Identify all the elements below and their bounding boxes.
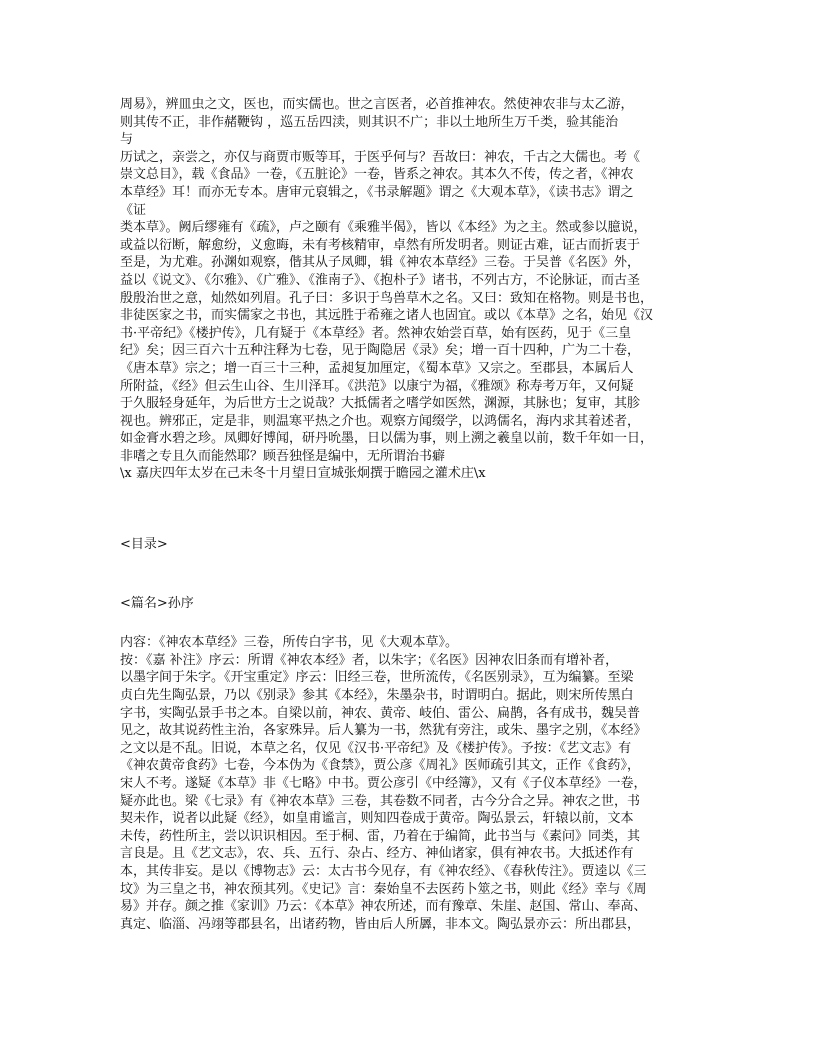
text-line: 内容：《神农本草经》三卷，所传白字书，见《大观本草》。	[120, 635, 459, 651]
text-line: 言良是。且《艺文志》，农、兵、五行、杂占、经方、神仙诸家，俱有神农书。大抵述作有	[120, 846, 634, 862]
text-line: 或益以衍断，解愈纷，义愈晦，未有考核精审，卓然有所发明者。则证古难，证古而折衷于	[120, 237, 641, 253]
text-line: 按：《嘉 补注》序云：所谓《神农本经》者，以朱字；《名医》因神农旧条而有增补者，	[120, 652, 619, 668]
text-line: 书·平帝纪》《楼护传》，几有疑于《本草经》者。然神农始尝百草，始有医药，见于《三皇	[120, 325, 632, 341]
text-line: 所附益，《经》但云生山谷、生川泽耳。《洪范》以康宁为福，《雅颂》称寿考万年，又何疑	[120, 378, 634, 394]
text-line: 以墨字间于朱字。《开宝重定》序云：旧经三卷，世所流传，《名医别录》，互为编纂。至梁	[120, 670, 634, 686]
text-line: 宋人不考。遂疑《本草》非《七略》中书。贾公彦引《中经簿》，又有《子仪本草经》一卷，	[120, 776, 647, 791]
preface-signature: \x 嘉庆四年太岁在己未冬十月望日宣城张炯撰于瞻园之灌术庄\x	[120, 466, 486, 482]
text-line: 《证	[120, 202, 147, 218]
text-line: 《唐本草》宗之；增一百三十三种，孟昶复加厘定，《蜀本草》又宗之。至郡县，本属后人	[120, 360, 634, 376]
text-line: 殷殷治世之意，灿然如列眉。孔子曰：多识于鸟兽草木之名。又曰：致知在格物。则是书也，	[120, 290, 654, 306]
text-line: 本草经》耳！而亦无专本。唐审元裒辑之，《书录解题》谓之《大观本草》，《读书志》谓之	[120, 184, 634, 200]
document-page	[120, 96, 700, 933]
text-line: 真定、临淄、冯翊等郡县名，出诸药物，皆由后人所羼，非本文。陶弘景亦云：所出郡县，	[120, 916, 641, 932]
text-line: 历试之，亲尝之，亦仅与商贾市贩等耳，于医乎何与？吾故曰：神农，千古之大儒也。考《	[120, 149, 641, 165]
text-line: 见之，故其说药性主治，各家殊异。后人纂为一书，然犹有旁注，或朱、墨字之别，《本经》	[120, 723, 647, 739]
text-line: 如金膏水碧之珍。凤卿好博闻，研丹吮墨，日以儒为事，则上溯之羲皇以前，数千年如一日，	[120, 431, 654, 447]
text-line: 契未作，说者以此疑《经》，如皇甫谧言，则知四卷成于黄帝。陶弘景云，轩辕以前，文本	[120, 811, 634, 827]
text-line: 坟》为三皇之书，神农预其列。《史记》言：秦始皇不去医药卜筮之书，则此《经》幸与《周	[120, 881, 647, 897]
text-line: 未传，药性所主，尝以识识相因。至于桐、雷，乃着在于编简，此书当与《素问》同类，其	[120, 828, 641, 844]
text-line: 《神农黄帝食药》七卷，今本伪为《食禁》，贾公彦《周礼》医师疏引其文，正作《食药》，	[120, 758, 641, 774]
text-line: 本，其传非妄。是以《博物志》云：太古书今见存，有《神农经》、《春秋传注》。贾逵以《三	[120, 863, 647, 879]
text-line: 崇文总目》，载《食品》一卷，《五脏论》一卷，皆系之神农。其本久不传，传之者，《神农	[120, 167, 634, 183]
chapter-heading: <篇名>孙序	[120, 595, 194, 611]
text-line: 益以《说文》、《尔雅》、《广雅》、《淮南子》、《抱朴子》诸书，不列古方，不论脉证，而古圣	[120, 272, 641, 288]
text-line: 贞白先生陶弘景，乃以《别录》参其《本经》，朱墨杂书，时谓明白。据此，则宋所传黑白	[120, 688, 634, 704]
text-line: 易》并存。颜之推《家训》乃云：《本草》神农所述，而有豫章、朱崖、赵国、常山、奉高、	[120, 899, 647, 915]
text-line: 非徒医家之书，而实儒家之书也，其远胜于希雍之诸人也固宜。或以《本草》之名，始见《汉	[120, 308, 654, 324]
text-line: 纪》矣；因三百六十五种注释为七卷，见于陶隐居《录》矣；增一百十四种，广为二十卷，	[120, 343, 641, 359]
text-line: 非嗜之专且久而能然耶？顾吾独怪是编中，无所谓治书癖	[120, 448, 446, 464]
text-line: 视也。辨邪正，定是非，则温寒平热之介也。观察方闻缀学，以鸿儒名，海内求其着述者，	[120, 413, 641, 429]
text-line: 周易》，辨皿虫之文，医也，而实儒也。世之言医者，必首推神农。然使神农非与太乙游，	[120, 97, 634, 112]
text-line: 疑亦此也。梁《七录》有《神农本草》三卷，其卷数不同者，古今分合之异。神农之世，书	[120, 793, 641, 809]
text-line: 至是，为尤难。孙渊如观察，偕其从子凤卿，辑《神农本草经》三卷。于吴普《名医》外，	[120, 255, 641, 271]
text-line: 于久服轻身延年，为后世方士之说哉？大抵儒者之嗜学如医然，渊源，其脉也；复审，其胗	[120, 396, 641, 412]
text-line: 则其传不正，非作赭鞭钩 ，巡五岳四渎，则其识不广；非以土地所生万千类，验其能治	[120, 114, 619, 130]
preface-text	[120, 96, 700, 483]
text-line: 类本草》。阙后缪雍有《疏》，卢之颐有《乘雅半偈》，皆以《本经》为之主。然或参以臆说，	[120, 220, 647, 236]
chapter-content	[120, 634, 700, 933]
text-line: 与	[120, 132, 134, 148]
toc-heading: <目录>	[120, 537, 168, 553]
text-line: 字书，实陶弘景手书之本。自梁以前，神农、黄帝、岐伯、雷公、扁鹊，各有成书，魏吴普	[120, 705, 641, 721]
text-line: 之文以是不乱。旧说，本草之名，仅见《汉书·平帝纪》及《楼护传》。予按：《艺文志》有	[120, 740, 632, 756]
